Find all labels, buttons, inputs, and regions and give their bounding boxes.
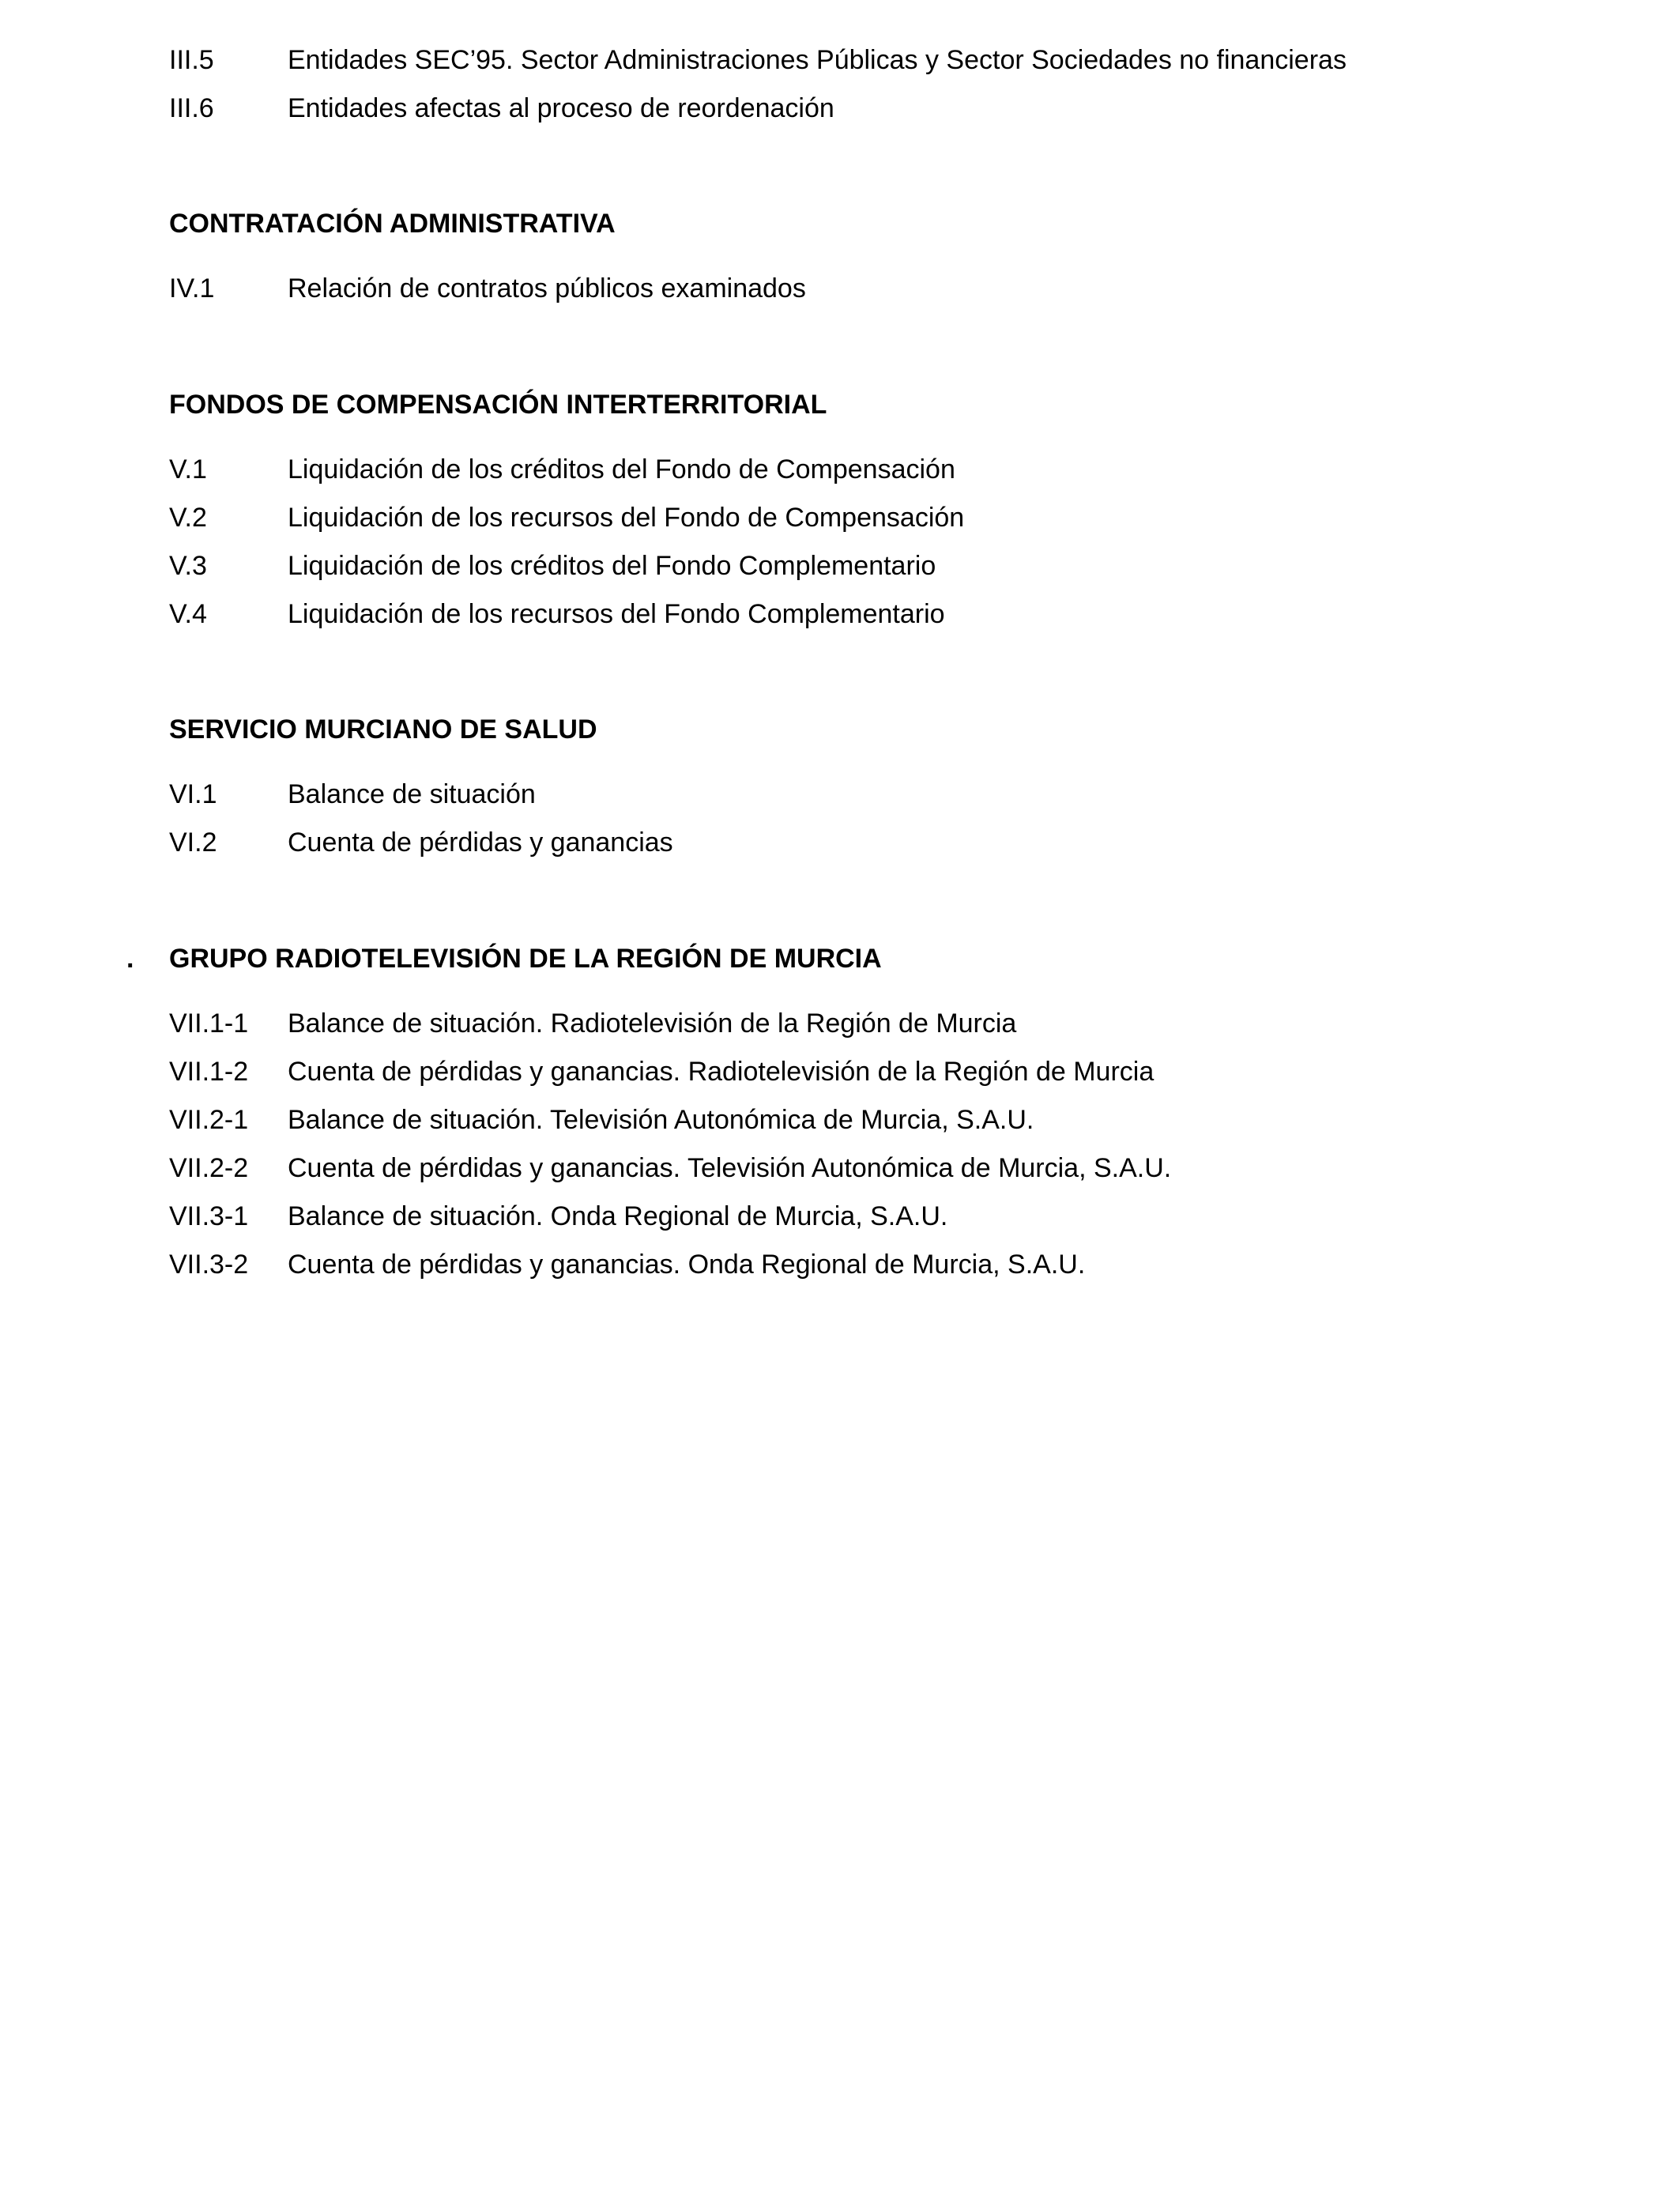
list-item — [169, 778, 1591, 827]
item-code: VI.2 — [169, 827, 217, 858]
item-text: Balance de situación. Televisión Autonómica de Murcia, S.A.U. — [288, 1105, 1034, 1135]
item-text: Liquidación de los créditos del Fondo Complementario — [288, 551, 936, 581]
item-text: Liquidación de los créditos del Fondo de Compensación — [288, 454, 955, 484]
section-heading: FONDOS DE COMPENSACIÓN INTERTERRITORIAL — [169, 390, 827, 420]
list-item — [169, 1201, 1591, 1249]
list-item — [169, 1104, 1591, 1152]
item-code: VII.2-2 — [169, 1153, 249, 1183]
list-item — [169, 1008, 1591, 1056]
heading-marker: . — [126, 944, 134, 974]
list-item — [169, 92, 1591, 141]
item-code: III.6 — [169, 93, 214, 123]
item-code: VII.2-1 — [169, 1105, 249, 1135]
section-iv-list — [169, 273, 1591, 321]
list-item — [169, 827, 1591, 875]
section-vi — [169, 714, 1591, 745]
item-text: Relación de contratos públicos examinados — [288, 273, 806, 303]
item-code: V.2 — [169, 503, 207, 533]
item-text: Cuenta de pérdidas y ganancias — [288, 827, 673, 858]
item-text: Balance de situación. Radiotelevisión de la Región de Murcia — [288, 1008, 1017, 1039]
list-item — [169, 454, 1591, 502]
item-text: Balance de situación — [288, 779, 536, 809]
item-text: Cuenta de pérdidas y ganancias. Televisión Autonómica de Murcia, S.A.U. — [288, 1153, 1172, 1183]
item-text: Balance de situación. Onda Regional de Murcia, S.A.U. — [288, 1201, 948, 1231]
section-v — [169, 389, 1591, 420]
item-text: Liquidación de los recursos del Fondo Complementario — [288, 599, 945, 629]
item-text: Cuenta de pérdidas y ganancias. Radiotelevisión de la Región de Murcia — [288, 1057, 1155, 1087]
list-item — [169, 1056, 1591, 1104]
list-item — [169, 1152, 1591, 1201]
list-item — [169, 502, 1591, 550]
list-item — [169, 1249, 1591, 1297]
section-vi-list — [169, 778, 1591, 875]
item-text: Entidades afectas al proceso de reordenación — [288, 93, 834, 123]
list-item — [169, 44, 1591, 92]
section-heading-text: GRUPO RADIOTELEVISIÓN DE LA REGIÓN DE MURCIA — [169, 944, 882, 974]
item-code: III.5 — [169, 45, 214, 75]
item-code: VI.1 — [169, 779, 217, 809]
item-code: IV.1 — [169, 273, 215, 303]
section-vii-list — [169, 1008, 1591, 1297]
section-heading: CONTRATACIÓN ADMINISTRATIVA — [169, 209, 616, 239]
section-iv — [169, 208, 1591, 239]
list-item — [169, 273, 1591, 321]
section-v-list — [169, 454, 1591, 647]
item-text: Cuenta de pérdidas y ganancias. Onda Regional de Murcia, S.A.U. — [288, 1250, 1086, 1280]
item-text: Entidades SEC’95. Sector Administraciones Públicas y Sector Sociedades no financieras — [288, 45, 1347, 75]
item-code: VII.1-1 — [169, 1008, 249, 1039]
section-iii — [169, 44, 1591, 141]
item-code: V.3 — [169, 551, 207, 581]
section-heading — [126, 943, 1591, 974]
list-item — [169, 550, 1591, 598]
item-code: VII.1-2 — [169, 1057, 249, 1087]
item-code: VII.3-2 — [169, 1250, 249, 1280]
section-vii — [126, 943, 1591, 974]
item-text: Liquidación de los recursos del Fondo de Compensación — [288, 503, 965, 533]
item-code: V.1 — [169, 454, 207, 484]
item-code: V.4 — [169, 599, 207, 629]
item-code: VII.3-1 — [169, 1201, 249, 1231]
section-heading: SERVICIO MURCIANO DE SALUD — [169, 714, 597, 745]
list-item — [169, 598, 1591, 647]
